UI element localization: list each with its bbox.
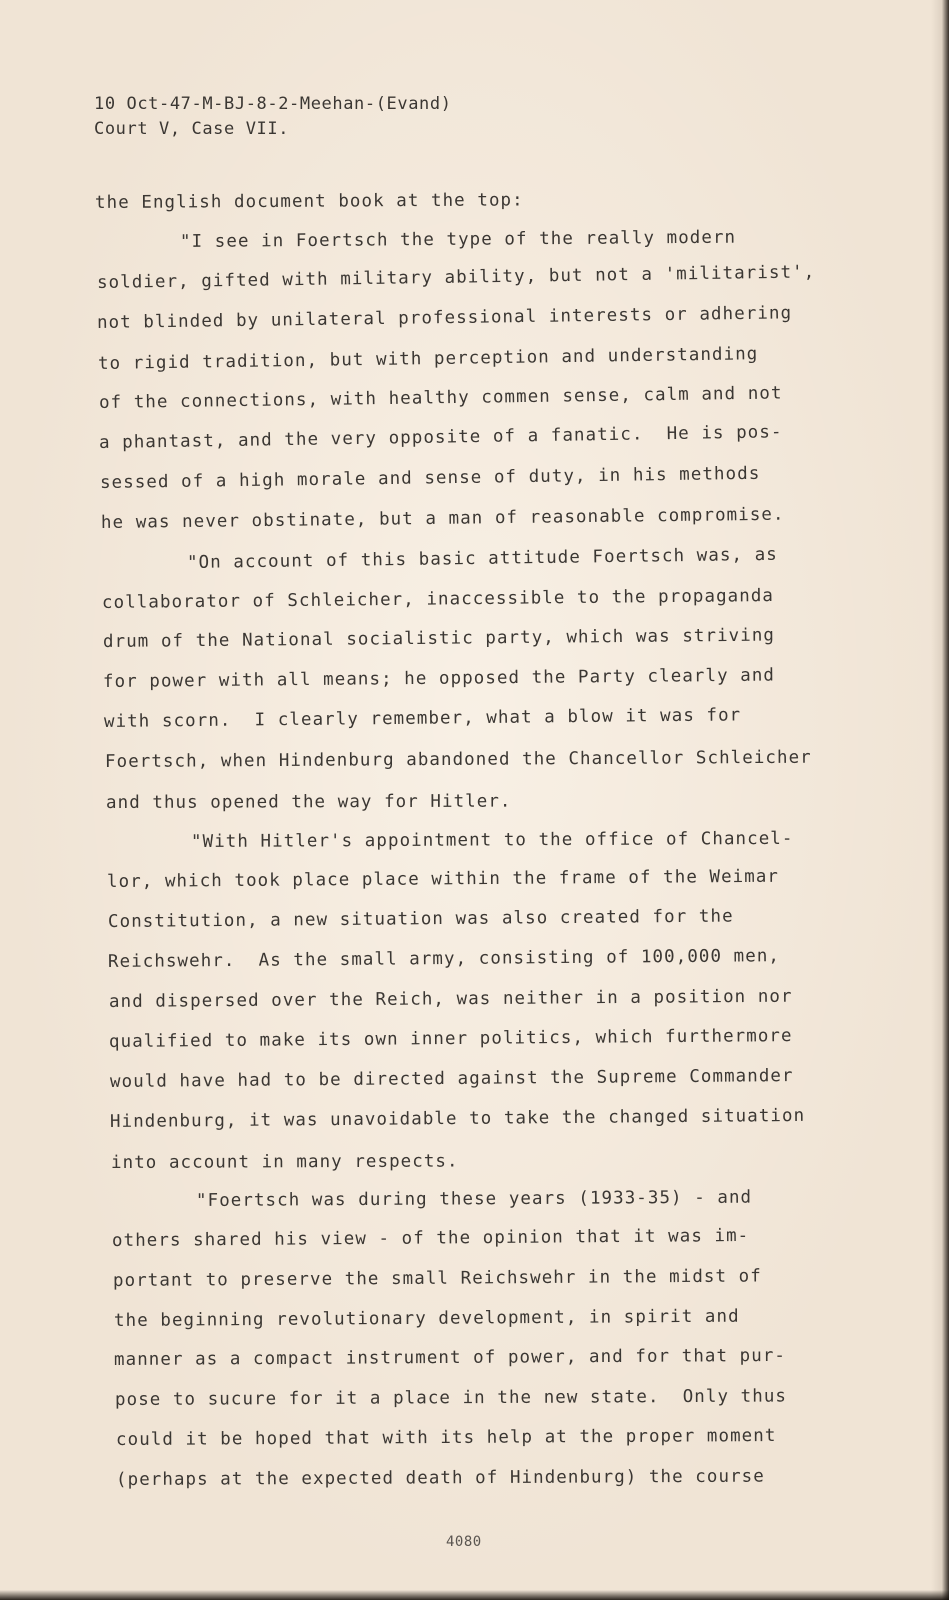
text-line: Reichswehr. As the small army, consisting of 100,000 men, (107, 946, 781, 972)
text-line: pose to sucure for it a place in the new state. Only thus (114, 1386, 788, 1410)
text-line: collaborator of Schleicher, inaccessible to the propaganda (101, 585, 775, 613)
text-line: "With Hitler's appointment to the office of Chancel- (190, 828, 794, 852)
text-line: sessed of a high morale and sense of duty, in his methods (99, 463, 761, 493)
header-reference-line: 10 Oct-47-M-BJ-8-2-Meehan-(Evand) (94, 94, 452, 114)
text-line: qualified to make its own inner politics, which furthermore (108, 1026, 793, 1052)
text-line: lor, which took place place within the frame of the Weimar (106, 866, 780, 892)
text-line: with scorn. I clearly remember, what a blow it was for (103, 705, 742, 732)
text-line: a phantast, and the very opposite of a fanatic. He is pos- (98, 422, 783, 453)
text-line: Constitution, a new situation was also created for the (107, 906, 734, 932)
text-line: and thus opened the way for Hitler. (105, 791, 512, 813)
text-line: and dispersed over the Reich, was neither in a position nor (108, 986, 793, 1012)
page-number: 4080 (446, 1534, 482, 1550)
text-line: the English document book at the top: (94, 190, 524, 213)
text-line: for power with all means; he opposed the Party clearly and (102, 665, 776, 692)
text-line: (perhaps at the expected death of Hindenburg) the course (115, 1466, 765, 1490)
text-line: to rigid tradition, but with perception and understanding (97, 344, 759, 374)
text-line: he was never obstinate, but a man of reasonable compromise. (100, 504, 785, 533)
text-line: others shared his view - of the opinion that it was im- (111, 1225, 750, 1251)
text-line: manner as a compact instrument of power, and for that pur- (113, 1345, 787, 1370)
text-line: not blinded by unilateral professional interests or adhering (96, 303, 793, 333)
text-line: would have had to be directed against the Supreme Commander (109, 1066, 794, 1092)
header-court-line: Court V, Case VII. (94, 119, 290, 139)
text-line: Hindenburg, it was unavoidable to take the changed situation (109, 1105, 806, 1132)
document-header (94, 92, 452, 142)
text-line: soldier, gifted with military ability, but not a 'militarist', (96, 262, 816, 293)
text-line: into account in many respects. (110, 1151, 459, 1173)
text-line: portant to preserve the small Reichswehr in the midst of (112, 1266, 762, 1291)
text-line: of the connections, with healthy commen sense, calm and not (98, 383, 783, 413)
text-line: "Foertsch was during these years (1933-35) - and (195, 1187, 753, 1211)
text-line: Foertsch, when Hindenburg abandoned the Chancellor Schleicher (104, 747, 812, 772)
text-line: the beginning revolutionary development, in spirit and (113, 1306, 740, 1331)
scan-bottom-edge (0, 1590, 949, 1600)
text-line: "On account of this basic attitude Foertsch was, as (186, 544, 778, 573)
text-line: could it be hoped that with its help at the proper moment (115, 1425, 777, 1450)
text-line: drum of the National socialistic party, which was striving (102, 625, 776, 652)
text-line: "I see in Foertsch the type of the really modern (179, 227, 737, 252)
scan-edge-shadow (931, 0, 949, 1600)
